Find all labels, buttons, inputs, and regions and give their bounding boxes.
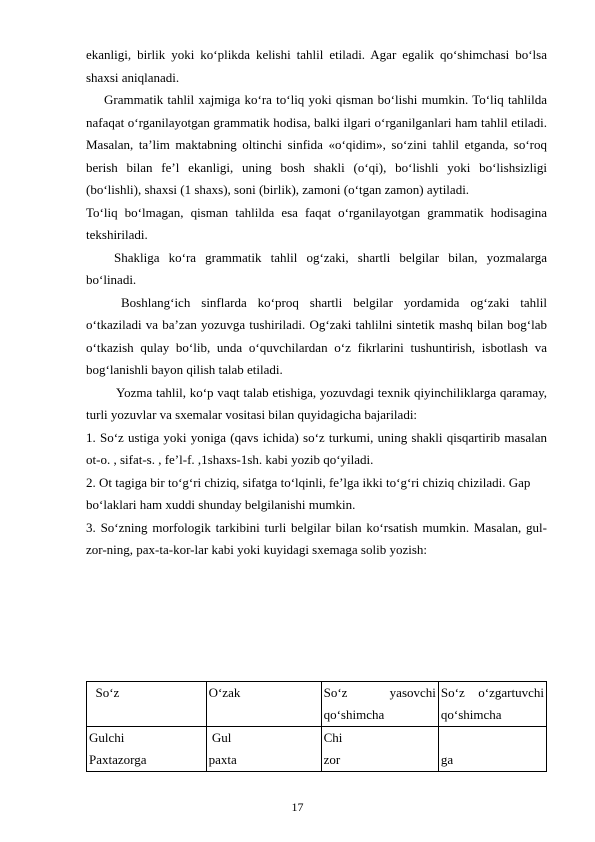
table-row [87, 727, 547, 772]
list-item-3: 3. So‘zning morfologik tarkibini turli belgilar bilan ko‘rsatish mumkin. Masalan, gul-zor-ning, pax-ta-kor-lar kabi yoki kuyidagi sxemaga solib yozish: [86, 519, 547, 557]
cell-roots: Gul paxta [206, 727, 321, 772]
header-inflectional: So‘z o‘zgartuvchi qo‘shimcha [438, 682, 546, 727]
paragraph-5: Boshlang‘ich sinflarda ko‘proq shartli belgilar yordamida og‘zaki tahlil o‘tkaziladi va ba’zan yozuvga tushiriladi. Og‘zaki tahlilni sintetik mashq bilan bog‘lab o‘tkazish qulay bo‘lib, unda o‘quvchilardan o‘z fikrlarini tushuntirish, isbotlash va bog‘lanishli bayon qilish talab etiladi. [86, 294, 547, 377]
header-word: So‘z [87, 682, 207, 727]
body-text [86, 44, 547, 562]
paragraph-1: ekanligi, birlik yoki ko‘plikda kelishi tahlil etiladi. Agar egalik qo‘shimchasi bo‘lsa shaxsi aniqlanadi. [86, 47, 547, 85]
header-derivational: So‘z yasovchi qo‘shimcha [321, 682, 438, 727]
cell-words: Gulchi Paxtazorga [87, 727, 207, 772]
paragraph-3: To‘liq bo‘lmagan, qisman tahlilda esa faqat o‘rganilayotgan grammatik hodisagina tekshiriladi. [86, 204, 547, 242]
page-number: 17 [291, 800, 304, 814]
list-item-1: 1. So‘z ustiga yoki yoniga (qavs ichida) so‘z turkumi, uning shakli qisqartirib masalan ot-o. , sifat-s. , fe’l-f. ,1shaxs-1sh. kabi yozib qo‘yiladi. [86, 429, 547, 467]
paragraph-6: Yozma tahlil, ko‘p vaqt talab etishiga, yozuvdagi texnik qiyinchiliklarga qaramay, turli yozuvlar va sxemalar vositasi bilan quyidagicha bajariladi: [86, 384, 547, 422]
table-header-row [87, 682, 547, 727]
paragraph-2: Grammatik tahlil xajmiga ko‘ra to‘liq yoki qisman bo‘lishi mumkin. To‘liq tahlilda nafaqat o‘rganilayotgan grammatik hodisa, balki ilgari o‘rganilganlari ham tahlil etiladi. Masalan, ta’lim maktabning oltinchi sinfida «o‘qidim», so‘zini tahlil etganda, so‘roq berish bilan fe’l ekanligi, uning bosh shakli (o‘qi), bo‘lishli yoki bo‘lishsizligi (bo‘lishli), shaxsi (1 shaxs), soni (birlik), zamoni (o‘tgan zamon) aytiladi. [86, 92, 547, 197]
paragraph-4: Shakliga ko‘ra grammatik tahlil og‘zaki, shartli belgilar bilan, yozmalarga bo‘linadi. [86, 249, 547, 287]
header-root: O‘zak [206, 682, 321, 727]
list-item-2: 2. Ot tagiga bir to‘g‘ri chiziq, sifatga to‘lqinli, fe’lga ikki to‘g‘ri chiziq chiziladi. Gap bo‘laklari ham xuddi shunday belgilanishi mumkin. [86, 474, 531, 512]
cell-inflectional: ga [438, 727, 546, 772]
morphology-table [86, 681, 547, 772]
cell-derivational: Chi zor [321, 727, 438, 772]
